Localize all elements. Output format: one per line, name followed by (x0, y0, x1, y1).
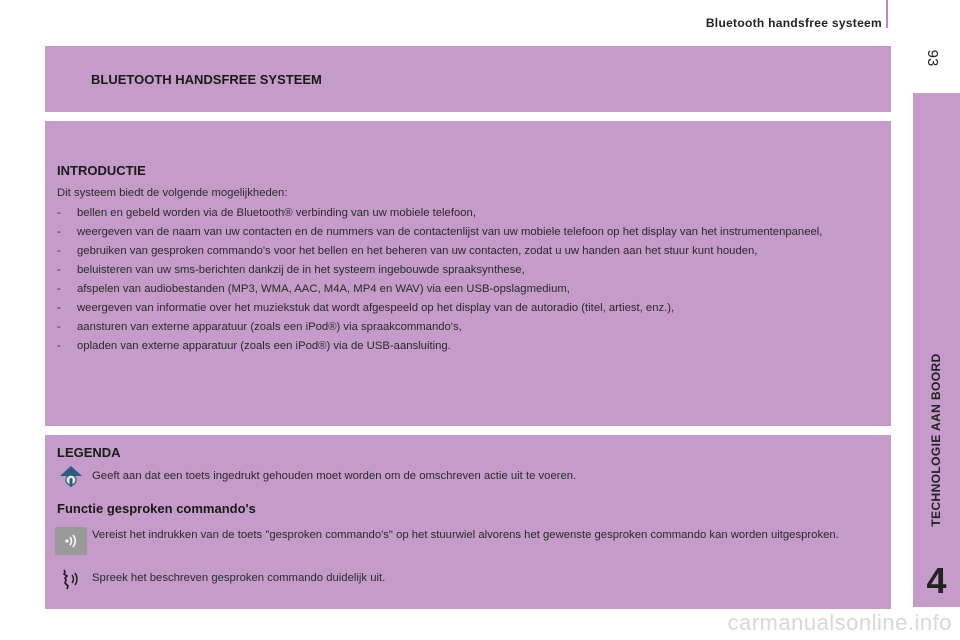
intro-lead: Dit systeem biedt de volgende mogelijkheden: (57, 187, 288, 199)
feature-list (57, 205, 867, 357)
legend-row-speak (55, 565, 862, 593)
legend-row-hold (55, 463, 862, 491)
list-item-text: bellen en gebeld worden via de Bluetooth® verbinding van uw mobiele telefoon, (77, 207, 476, 219)
legend-row-voice-button (55, 527, 862, 555)
list-item-text: weergeven van de naam van uw contacten en de nummers van de contactenlijst van uw mobiele telefoon op het display van het instrumentenpaneel, (77, 226, 823, 238)
speak-description: Spreek het beschreven gesproken commando duidelijk uit. (92, 572, 386, 584)
header-divider (886, 0, 888, 28)
speaking-head-icon (55, 565, 87, 593)
list-item-text: aansturen van externe apparatuur (zoals een iPod®) via spraakcommando's, (77, 321, 462, 333)
list-dash: - (57, 264, 61, 276)
page-number: 93 (924, 49, 941, 67)
intro-heading: INTRODUCTIE (57, 163, 146, 178)
list-item-text: beluisteren van uw sms-berichten dankzij de in het systeem ingebouwde spraaksynthese, (77, 264, 525, 276)
list-dash: - (57, 321, 61, 333)
list-item-text: weergeven van informatie over het muziekstuk dat wordt afgespeeld op het display van de autoradio (titel, artiest, enz.), (77, 302, 675, 314)
list-item (57, 262, 867, 278)
legend-heading: LEGENDA (57, 445, 121, 460)
list-item-text: opladen van externe apparatuur (zoals een iPod®) via de USB-aansluiting. (77, 340, 451, 352)
list-item (57, 300, 867, 316)
voice-command-button-icon (55, 527, 87, 555)
list-dash: - (57, 207, 61, 219)
list-item-text: afspelen van audiobestanden (MP3, WMA, AAC, M4A, MP4 en WAV) via een USB-opslagmedium, (77, 283, 570, 295)
legend-panel (45, 435, 891, 609)
list-item (57, 281, 867, 297)
list-item (57, 243, 867, 259)
list-item (57, 224, 867, 240)
page-title: BLUETOOTH HANDSFREE SYSTEEM (91, 72, 322, 87)
chapter-label: TECHNOLOGIE AAN BOORD (929, 353, 943, 527)
press-hold-icon (55, 463, 87, 491)
hold-description: Geeft aan dat een toets ingedrukt gehouden moet worden om de omschreven actie uit te voeren. (92, 470, 577, 482)
intro-panel (45, 121, 891, 426)
watermark: carmanualsonline.info (727, 610, 952, 635)
voice-heading: Functie gesproken commando's (57, 501, 256, 516)
list-dash: - (57, 340, 61, 352)
chapter-number: 4 (926, 560, 947, 601)
list-item (57, 205, 867, 221)
list-item (57, 338, 867, 354)
list-dash: - (57, 302, 61, 314)
title-panel (45, 46, 891, 112)
list-item (57, 319, 867, 335)
list-dash: - (57, 245, 61, 257)
list-dash: - (57, 283, 61, 295)
header-title: Bluetooth handsfree systeem (705, 16, 882, 30)
voice-button-description: Vereist het indrukken van de toets "gesproken commando's" op het stuurwiel alvorens het gewenste gesproken commando kan worden uitgesproken. (92, 529, 839, 541)
list-item-text: gebruiken van gesproken commando's voor het bellen en het beheren van uw contacten, zodat u uw handen aan het stuur kunt houden, (77, 245, 758, 257)
list-dash: - (57, 226, 61, 238)
